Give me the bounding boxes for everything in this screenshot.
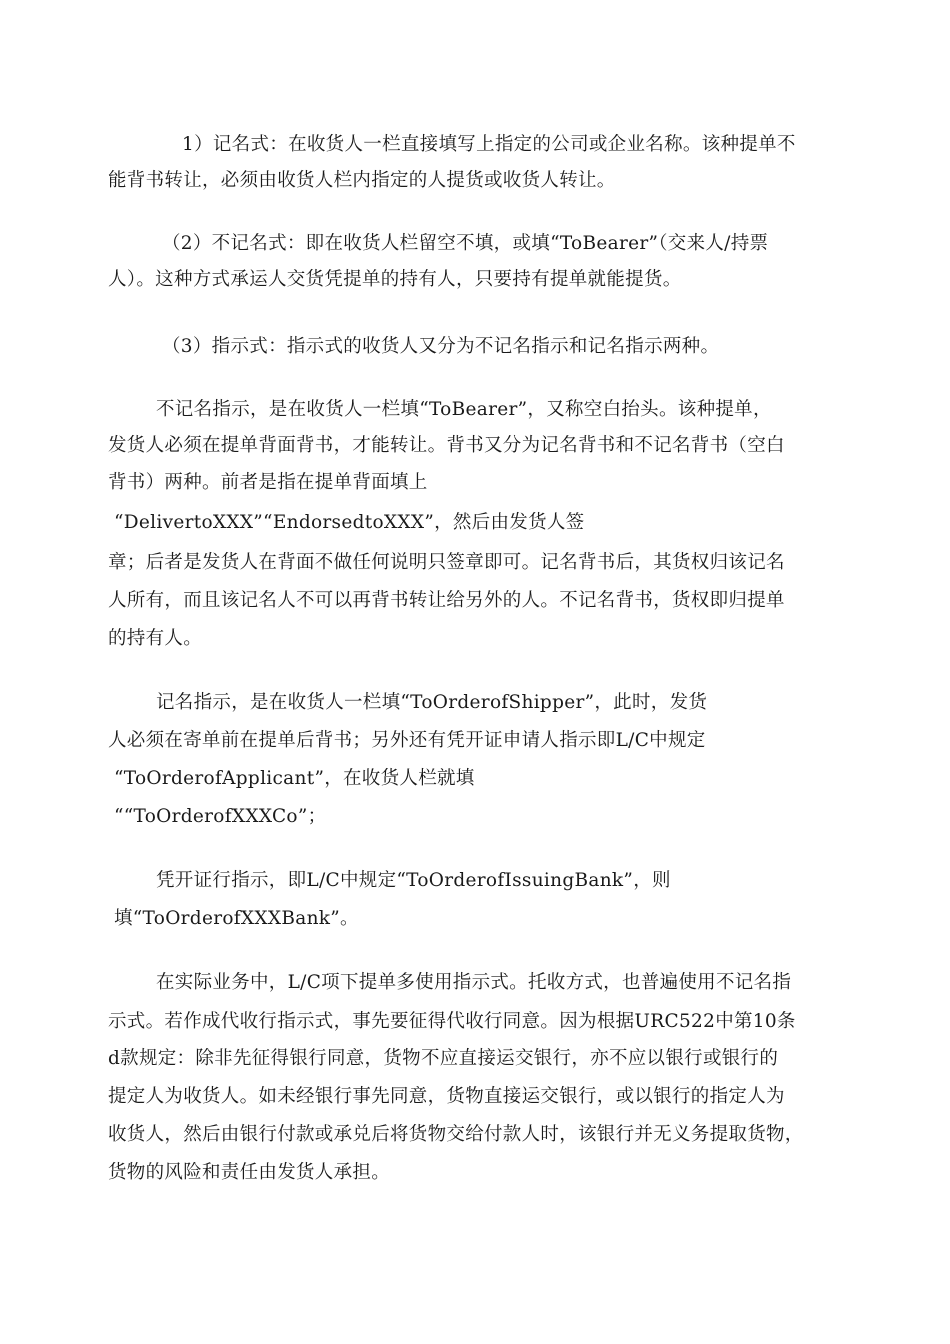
text-line: “ToOrderofApplicant”，在收货人栏就填 — [114, 768, 475, 789]
text-line: 不记名指示，是在收货人一栏填“ToBearer”，又称空白抬头。该种提单， — [156, 399, 772, 420]
text-line: 货物的风险和责任由发货人承担。 — [108, 1162, 391, 1183]
text-line: （2）不记名式：即在收货人栏留空不填，或填“ToBearer”（交来人/持票 — [162, 233, 769, 254]
text-line: 能背书转让，必须由收货人栏内指定的人提货或收货人转让。 — [108, 170, 616, 191]
text-line: d款规定：除非先征得银行同意，货物不应直接运交银行，亦不应以银行或银行的 — [108, 1048, 779, 1069]
text-line: 收货人，然后由银行付款或承兑后将货物交给付款人时，该银行并无义务提取货物， — [108, 1124, 804, 1145]
text-line: 发货人必须在提单背面背书，才能转让。背书又分为记名背书和不记名背书（空白 — [108, 435, 785, 456]
text-line: 1）记名式：在收货人一栏直接填写上指定的公司或企业名称。该种提单不 — [182, 134, 796, 155]
text-line: ““ToOrderofXXXCo”； — [114, 806, 327, 827]
text-line: 的持有人。 — [108, 628, 203, 649]
text-line: 人所有，而且该记名人不可以再背书转让给另外的人。不记名背书，货权即归提单 — [108, 590, 785, 611]
text-line: 填“ToOrderofXXXBank”。 — [114, 908, 359, 929]
text-line: 章；后者是发货人在背面不做任何说明只签章即可。记名背书后，其货权归该记名 — [108, 552, 785, 573]
text-line: 人必须在寄单前在提单后背书；另外还有凭开证申请人指示即L/C中规定 — [108, 730, 706, 751]
text-line: 人）。这种方式承运人交货凭提单的持有人，只要持有提单就能提货。 — [108, 269, 682, 290]
text-line: 提定人为收货人。如未经银行事先同意，货物直接运交银行，或以银行的指定人为 — [108, 1086, 785, 1107]
text-line: “DelivertoXXX”“EndorsedtoXXX”，然后由发货人签 — [114, 512, 585, 533]
text-line: 凭开证行指示，即L/C中规定“ToOrderofIssuingBank”，则 — [156, 870, 671, 891]
text-line: 在实际业务中，L/C项下提单多使用指示式。托收方式，也普遍使用不记名指 — [156, 972, 792, 993]
text-line: 背书）两种。前者是指在提单背面填上 — [108, 472, 428, 493]
text-line: （3）指示式：指示式的收货人又分为不记名指示和记名指示两种。 — [162, 336, 720, 357]
text-line: 记名指示，是在收货人一栏填“ToOrderofShipper”，此时，发货 — [156, 692, 708, 713]
text-line: 示式。若作成代收行指示式，事先要征得代收行同意。因为根据URC522中第10条 — [108, 1011, 796, 1032]
